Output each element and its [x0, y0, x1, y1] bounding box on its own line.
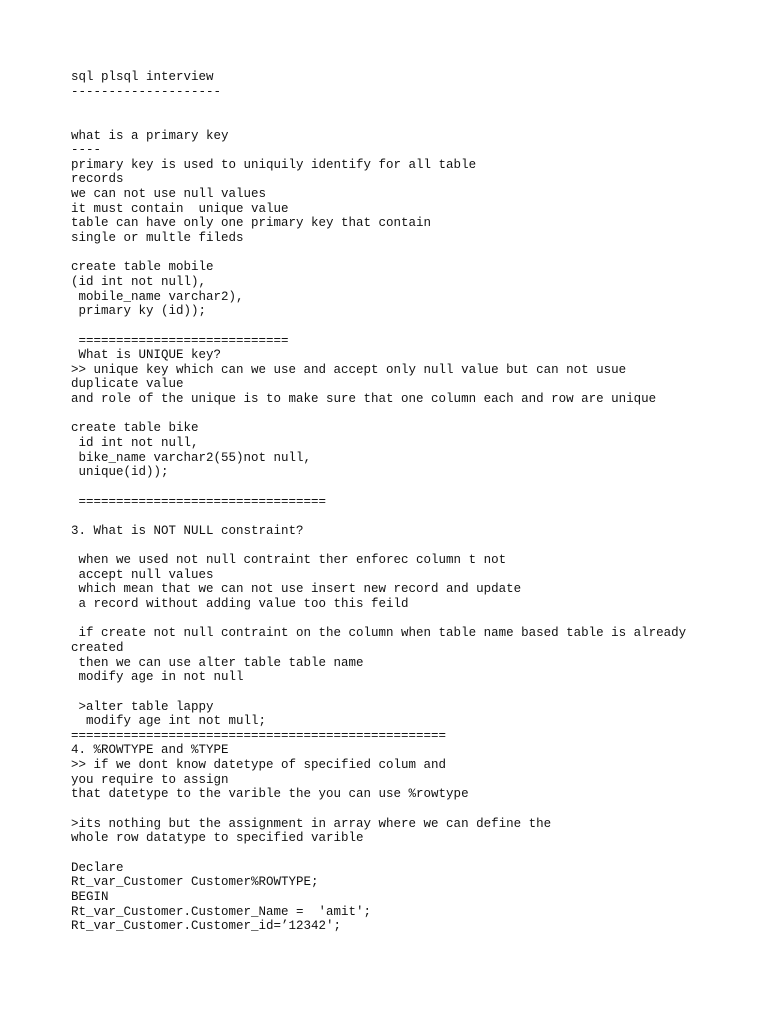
text-line: What is UNIQUE key? [71, 348, 222, 363]
blank-line [71, 612, 761, 627]
text-line: -------------------- [71, 84, 222, 99]
text-line: id int not null, [71, 436, 199, 451]
blank-line [71, 319, 761, 334]
text-line: Declare [71, 860, 124, 875]
text-line: which mean that we can not use insert new record and update [71, 582, 522, 597]
text-line: modify age in not null [71, 670, 244, 685]
text-line: we can not use null values [71, 187, 267, 202]
text-line: >its nothing but the assignment in array where we can define the [71, 816, 552, 831]
text-line: 3. What is NOT NULL constraint? [71, 523, 304, 538]
text-line: (id int not null), [71, 274, 207, 289]
text-line: if create not null contraint on the column when table name based table is already [71, 626, 687, 641]
text-line: it must contain unique value [71, 201, 289, 216]
text-line: Rt_var_Customer.Customer_id=’12342'; [71, 919, 342, 934]
text-line: create table mobile [71, 260, 214, 275]
blank-line [71, 509, 761, 524]
text-line: ================================= [71, 494, 327, 509]
text-line: >> unique key which can we use and accept only null value but can not usue [71, 362, 627, 377]
blank-line [71, 846, 761, 861]
text-line: accept null values [71, 567, 214, 582]
text-line: when we used not null contraint ther enforec column t not [71, 553, 507, 568]
text-line: create table bike [71, 421, 199, 436]
blank-line [71, 685, 761, 700]
text-line: table can have only one primary key that contain [71, 216, 432, 231]
document-page [71, 70, 761, 934]
text-line: primary ky (id)); [71, 304, 207, 319]
text-line: what is a primary key [71, 128, 229, 143]
text-line: bike_name varchar2(55)not null, [71, 450, 312, 465]
text-line: mobile_name varchar2), [71, 289, 244, 304]
text-line: ================================================== [71, 728, 447, 743]
text-line: single or multle fileds [71, 231, 244, 246]
text-line: whole row datatype to specified varible [71, 831, 364, 846]
text-line: and role of the unique is to make sure that one column each and row are unique [71, 392, 657, 407]
blank-line [71, 480, 761, 495]
blank-line [71, 539, 761, 554]
blank-line [71, 246, 761, 261]
text-line: ============================ [71, 333, 289, 348]
text-line: >alter table lappy [71, 699, 214, 714]
text-line: ---- [71, 143, 102, 158]
text-line: Rt_var_Customer Customer%ROWTYPE; [71, 875, 319, 890]
text-line: records [71, 172, 124, 187]
text-line: modify age int not mull; [71, 714, 267, 729]
blank-line [71, 99, 761, 114]
blank-line [71, 802, 761, 817]
text-line: then we can use alter table table name [71, 655, 364, 670]
text-line: duplicate value [71, 377, 184, 392]
text-line: BEGIN [71, 889, 109, 904]
text-line: that datetype to the varible the you can use %rowtype [71, 787, 469, 802]
text-line: unique(id)); [71, 465, 169, 480]
text-line: a record without adding value too this feild [71, 597, 409, 612]
text-line: you require to assign [71, 772, 229, 787]
text-line: 4. %ROWTYPE and %TYPE [71, 743, 229, 758]
text-line: primary key is used to uniquily identify for all table [71, 157, 477, 172]
blank-line [71, 407, 761, 422]
text-line: created [71, 640, 124, 655]
text-line: sql plsql interview [71, 70, 214, 84]
blank-line [71, 114, 761, 129]
text-line: >> if we dont know datetype of specified colum and [71, 758, 447, 773]
text-line: Rt_var_Customer.Customer_Name = 'amit'; [71, 904, 372, 919]
